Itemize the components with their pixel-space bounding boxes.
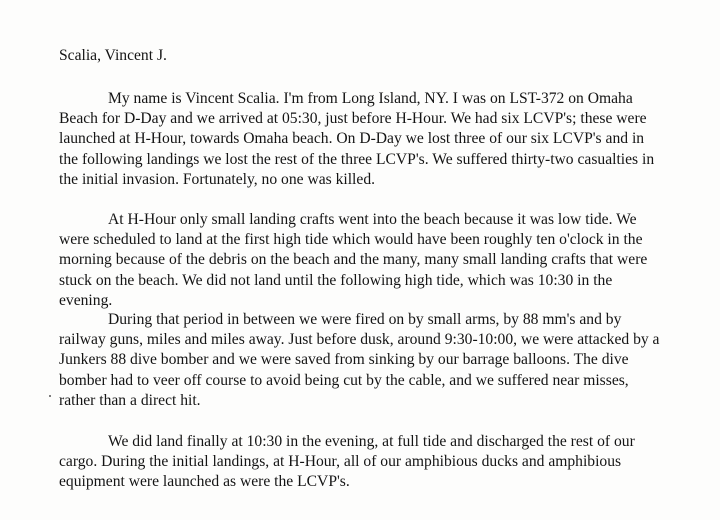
paragraph-line: cargo. During the initial landings, at H-Hour, all of our amphibious ducks and amphibious	[59, 453, 622, 471]
paragraph-line: During that period in between we were fired on by small arms, by 88 mm's and by	[108, 311, 622, 328]
paragraph-line: equipment were launched as were the LCVP's.	[59, 473, 350, 491]
paragraph-line: At H-Hour only small landing crafts went into the beach because it was low tide. We	[108, 211, 637, 228]
document-heading: Scalia, Vincent J.	[59, 47, 167, 64]
paragraph-line: evening.	[59, 291, 113, 309]
paragraph-1	[59, 89, 715, 190]
paragraph-line: railway guns, miles and miles away. Just before dusk, around 9:30-10:00, we were attacked by a	[59, 331, 660, 349]
paragraph-line: the following landings we lost the rest of the three LCVP's. We suffered thirty-two casualties in	[59, 150, 655, 168]
paragraph-line: We did land finally at 10:30 in the evening, at full tide and discharged the rest of our	[108, 433, 635, 450]
scan-speck	[49, 395, 51, 397]
paragraph-3	[59, 310, 715, 411]
paragraph-2	[59, 210, 715, 311]
paragraph-line: launched at H-Hour, towards Omaha beach. On D-Day we lost three of our six LCVP's and in	[59, 130, 645, 148]
paragraph-line: were scheduled to land at the first high tide which would have been roughly ten o'clock in the	[59, 231, 643, 249]
paragraph-line: morning because of the debris on the beach and the many, many small landing crafts that were	[59, 251, 648, 269]
paragraph-line: the initial invasion. Fortunately, no one was killed.	[59, 170, 376, 188]
paragraph-4	[59, 432, 715, 493]
paragraph-line: My name is Vincent Scalia. I'm from Long Island, NY. I was on LST-372 on Omaha	[108, 90, 633, 107]
paragraph-line: Beach for D-Day and we arrived at 05:30, just before H-Hour. We had six LCVP's; these were	[59, 110, 647, 128]
paragraph-line: bomber had to veer off course to avoid being cut by the cable, and we suffered near misses,	[59, 371, 629, 389]
paragraph-line: Junkers 88 dive bomber and we were saved from sinking by our barrage balloons. The dive	[59, 351, 629, 369]
paragraph-line: stuck on the beach. We did not land until the following high tide, which was 10:30 in the	[59, 271, 613, 289]
paragraph-line: rather than a direct hit.	[59, 391, 201, 409]
